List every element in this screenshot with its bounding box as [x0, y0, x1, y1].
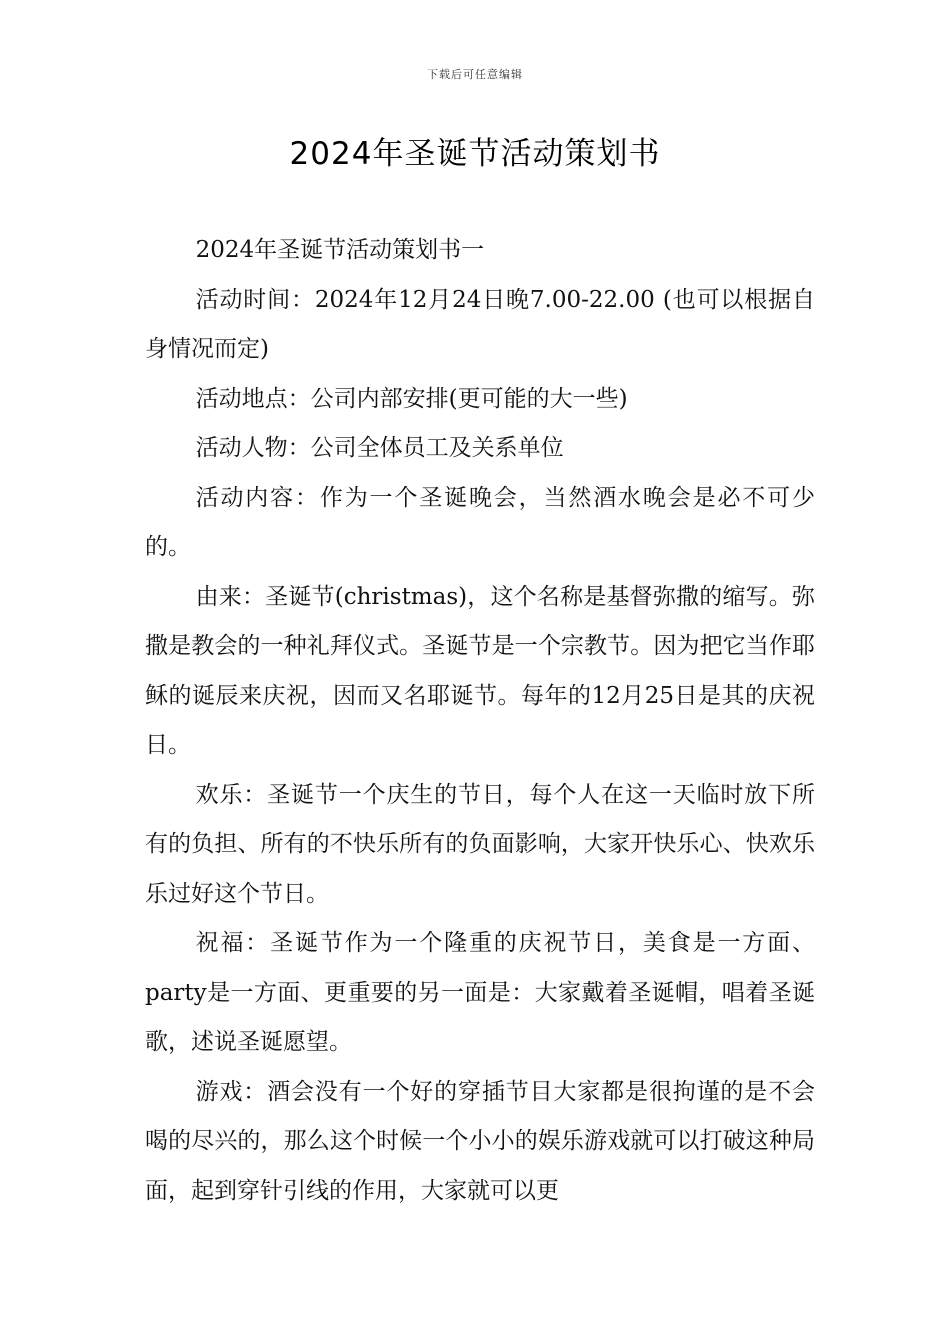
paragraph-time: 活动时间：2024年12月24日晚7.00-22.00 (也可以根据自身情况而定)	[145, 286, 815, 362]
document-title: 2024年圣诞节活动策划书	[289, 136, 661, 172]
paragraph-subtitle: 2024年圣诞节活动策划书一	[195, 237, 485, 263]
paragraph-joy: 欢乐：圣诞节一个庆生的节日，每个人在这一天临时放下所有的负担、所有的不快乐所有的负面影响，大家开快乐心、快欢乐乐过好这个节日。	[145, 781, 815, 907]
paragraph-origin: 由来：圣诞节(christmas)，这个名称是基督弥撒的缩写。弥撒是教会的一种礼拜仪式。圣诞节是一个宗教节。因为把它当作耶稣的诞辰来庆祝，因而又名耶诞节。每年的12月25日是其的庆祝日。	[145, 583, 815, 758]
document-body	[145, 226, 815, 1216]
paragraph-blessing: 祝福：圣诞节作为一个隆重的庆祝节日，美食是一方面、party是一方面、更重要的另一面是：大家戴着圣诞帽，唱着圣诞歌，述说圣诞愿望。	[145, 930, 815, 1055]
header-note: 下载后可任意编辑	[427, 68, 523, 81]
paragraph-location: 活动地点：公司内部安排(更可能的大一些)	[195, 385, 628, 412]
paragraph-participants: 活动人物：公司全体员工及关系单位	[195, 435, 564, 461]
paragraph-content: 活动内容：作为一个圣诞晚会，当然酒水晚会是必不可少的。	[145, 484, 815, 560]
paragraph-games: 游戏：酒会没有一个好的穿插节目大家都是很拘谨的是不会喝的尽兴的，那么这个时候一个小小的娱乐游戏就可以打破这种局面，起到穿针引线的作用，大家就可以更	[145, 1078, 815, 1204]
